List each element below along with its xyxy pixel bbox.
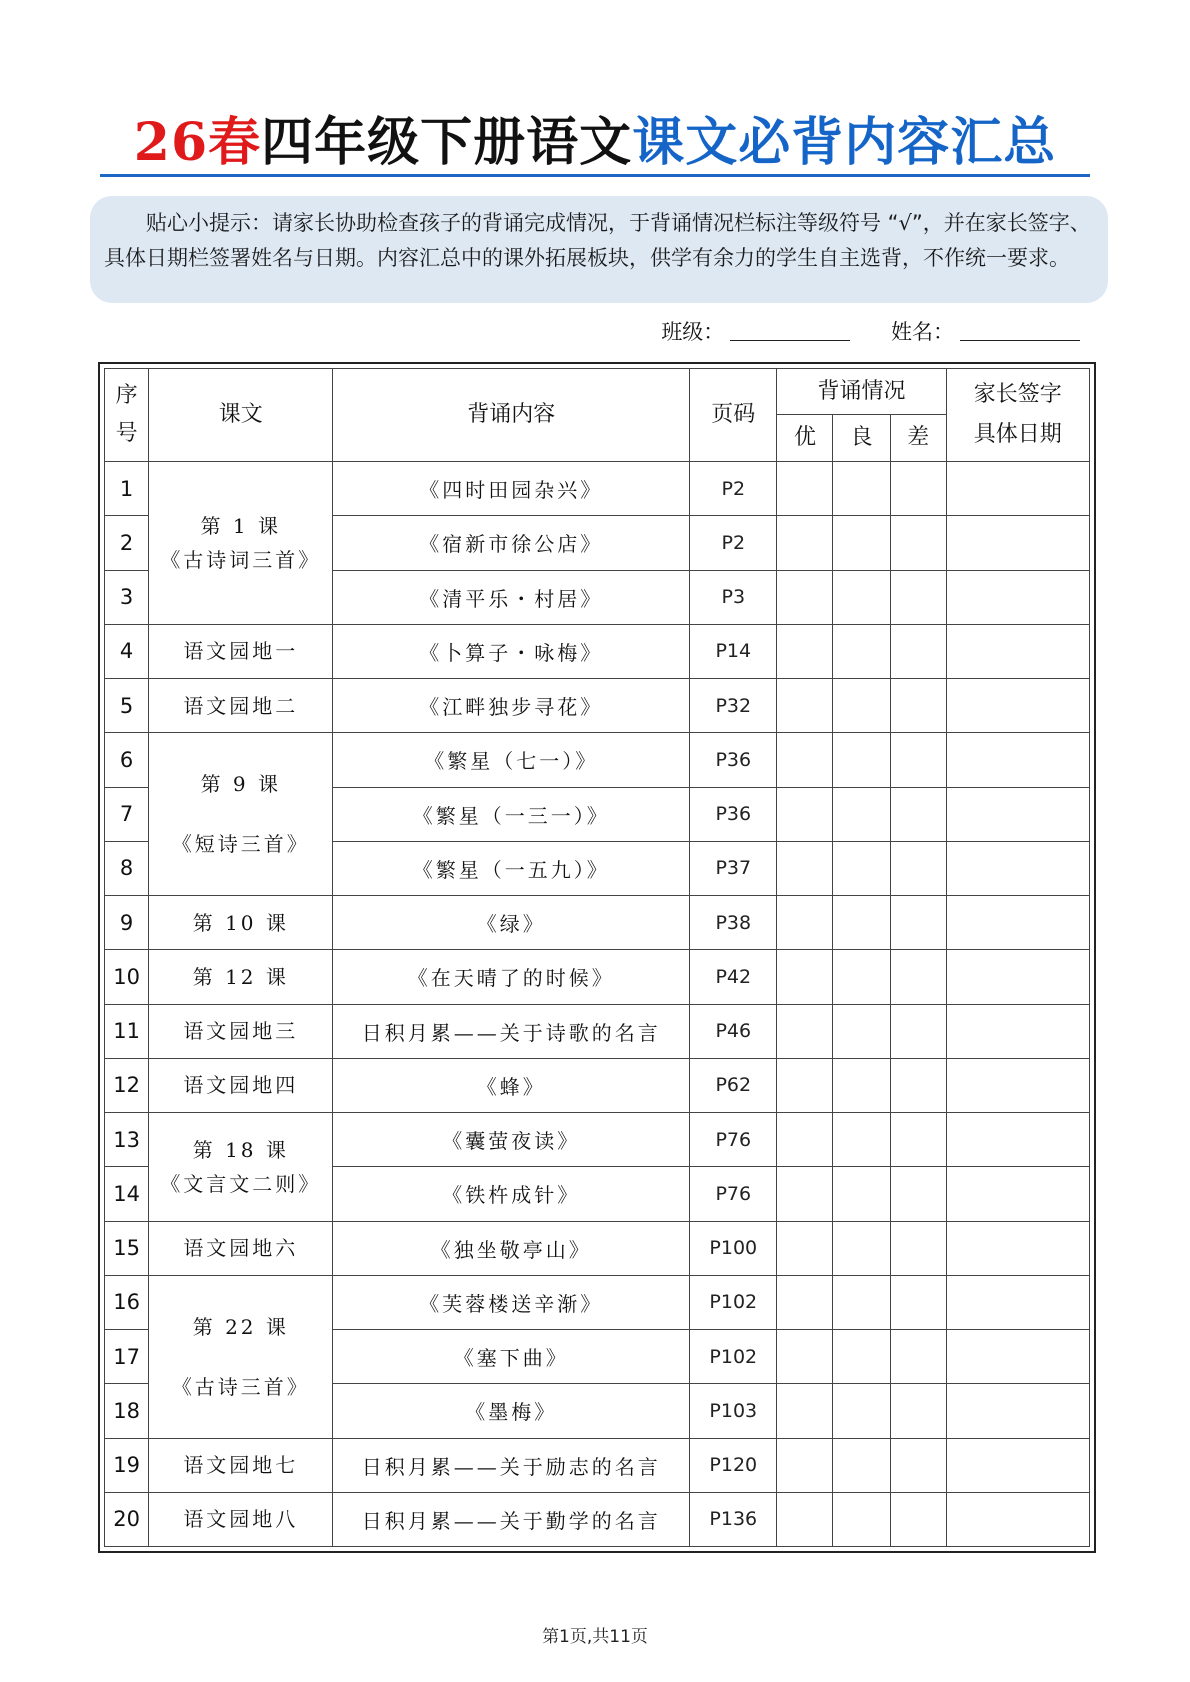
header-recite: 背诵情况 (777, 369, 946, 415)
lesson-line: 语文园地四 (183, 1073, 299, 1098)
grade-good-cell[interactable] (833, 950, 890, 1004)
student-info-fields (627, 316, 1080, 348)
row-number: 8 (105, 841, 149, 895)
header-grade-good: 良 (833, 415, 890, 462)
notice-box: 贴心小提示：请家长协助检查孩子的背诵完成情况，于背诵情况栏标注等级符号 “√”，并在家长签字、具体日期栏签署姓名与日期。内容汇总中的课外拓展板块，供学有余力的学生自主选背，不作统一要求。 (90, 196, 1108, 303)
parent-sign-cell[interactable] (946, 896, 1089, 950)
class-blank[interactable] (730, 317, 850, 341)
grade-good-cell[interactable] (833, 1221, 890, 1275)
row-number: 16 (105, 1275, 149, 1329)
header-no-label: 序号 (115, 382, 138, 446)
lesson-line: 语文园地八 (183, 1507, 299, 1532)
table-row (105, 1221, 1090, 1275)
header-parent-line2: 具体日期 (973, 422, 1062, 447)
row-number: 2 (105, 516, 149, 570)
page-cell: P102 (690, 1275, 777, 1329)
content-cell: 《独坐敬亭山》 (333, 1221, 690, 1275)
title-prefix: 26春 (133, 112, 262, 173)
table-row (105, 733, 1090, 787)
page-cell: P100 (690, 1221, 777, 1275)
parent-sign-cell[interactable] (946, 1167, 1089, 1221)
lesson-line: 第 22 课 (192, 1314, 289, 1339)
grade-excellent-cell[interactable] (777, 516, 833, 570)
row-number: 13 (105, 1113, 149, 1167)
grade-poor-cell[interactable] (890, 896, 946, 950)
row-number: 19 (105, 1438, 149, 1492)
grade-excellent-cell[interactable] (777, 841, 833, 895)
row-number: 12 (105, 1058, 149, 1112)
grade-poor-cell[interactable] (890, 1438, 946, 1492)
page-cell: P136 (690, 1492, 777, 1546)
lesson-line: 第 10 课 (192, 910, 289, 935)
lesson-cell (149, 1058, 333, 1112)
grade-poor-cell[interactable] (890, 1275, 946, 1329)
grade-poor-cell[interactable] (890, 624, 946, 678)
grade-excellent-cell[interactable] (777, 896, 833, 950)
page-cell: P76 (690, 1113, 777, 1167)
content-cell: 《囊萤夜读》 (333, 1113, 690, 1167)
table-row (105, 896, 1090, 950)
parent-sign-cell[interactable] (946, 787, 1089, 841)
content-cell: 《卜算子・咏梅》 (333, 624, 690, 678)
grade-poor-cell[interactable] (890, 787, 946, 841)
grade-excellent-cell[interactable] (777, 1058, 833, 1112)
lesson-line: 第 18 课 (192, 1137, 289, 1162)
grade-poor-cell[interactable] (890, 1492, 946, 1546)
grade-poor-cell[interactable] (890, 1384, 946, 1438)
table-row (105, 679, 1090, 733)
grade-poor-cell[interactable] (890, 1004, 946, 1058)
parent-sign-cell[interactable] (946, 462, 1089, 516)
table-row (105, 1113, 1090, 1167)
grade-poor-cell[interactable] (890, 462, 946, 516)
header-parent-line1: 家长签字 (973, 382, 1062, 407)
class-label: 班级： (661, 320, 725, 344)
title-grade: 四年级下册语文 (261, 112, 633, 173)
grade-excellent-cell[interactable] (777, 1492, 833, 1546)
grade-excellent-cell[interactable] (777, 1167, 833, 1221)
parent-sign-cell[interactable] (946, 516, 1089, 570)
grade-poor-cell[interactable] (890, 1167, 946, 1221)
grade-excellent-cell[interactable] (777, 1113, 833, 1167)
table-row (105, 462, 1090, 516)
grade-poor-cell[interactable] (890, 950, 946, 1004)
grade-excellent-cell[interactable] (777, 1384, 833, 1438)
page-title (0, 108, 1190, 178)
parent-sign-cell[interactable] (946, 1492, 1089, 1546)
grade-good-cell[interactable] (833, 516, 890, 570)
lesson-cell (149, 1438, 333, 1492)
content-cell: 《塞下曲》 (333, 1330, 690, 1384)
parent-sign-cell[interactable] (946, 624, 1089, 678)
name-label: 姓名： (891, 320, 954, 344)
content-cell: 《繁星（一五九）》 (333, 841, 690, 895)
row-number: 20 (105, 1492, 149, 1546)
content-cell: 《铁杵成针》 (333, 1167, 690, 1221)
row-number: 1 (105, 462, 149, 516)
lesson-cell (149, 896, 333, 950)
parent-sign-cell[interactable] (946, 679, 1089, 733)
content-cell: 《四时田园杂兴》 (333, 462, 690, 516)
row-number: 10 (105, 950, 149, 1004)
lesson-line: 语文园地一 (183, 639, 299, 664)
table-body (105, 462, 1090, 1547)
lesson-cell (149, 1221, 333, 1275)
parent-sign-cell[interactable] (946, 1004, 1089, 1058)
grade-good-cell[interactable] (833, 896, 890, 950)
recitation-table-frame (98, 362, 1096, 1553)
row-number: 15 (105, 1221, 149, 1275)
parent-sign-cell[interactable] (946, 1330, 1089, 1384)
grade-excellent-cell[interactable] (777, 624, 833, 678)
row-number: 5 (105, 679, 149, 733)
parent-sign-cell[interactable] (946, 1113, 1089, 1167)
content-cell: 《清平乐・村居》 (333, 570, 690, 624)
row-number: 3 (105, 570, 149, 624)
page-cell: P36 (690, 787, 777, 841)
page-cell: P62 (690, 1058, 777, 1112)
lesson-line: 《短诗三首》 (171, 832, 310, 857)
content-cell: 《绿》 (333, 896, 690, 950)
table-row (105, 1492, 1090, 1546)
row-number: 17 (105, 1330, 149, 1384)
table-row (105, 624, 1090, 678)
lesson-cell (149, 1004, 333, 1058)
grade-good-cell[interactable] (833, 841, 890, 895)
page-cell: P36 (690, 733, 777, 787)
grade-good-cell[interactable] (833, 462, 890, 516)
table-row (105, 1004, 1090, 1058)
page-cell: P37 (690, 841, 777, 895)
lesson-line: 第 9 课 (200, 772, 282, 797)
parent-sign-cell[interactable] (946, 570, 1089, 624)
grade-good-cell[interactable] (833, 1384, 890, 1438)
lesson-line: 第 12 课 (192, 964, 289, 989)
lesson-line: 第 1 课 (200, 513, 282, 538)
parent-sign-cell[interactable] (946, 733, 1089, 787)
page-cell: P2 (690, 516, 777, 570)
grade-poor-cell[interactable] (890, 679, 946, 733)
grade-good-cell[interactable] (833, 1275, 890, 1329)
lesson-cell (149, 462, 333, 625)
lesson-line: 语文园地二 (183, 693, 299, 718)
parent-sign-cell[interactable] (946, 1384, 1089, 1438)
name-blank[interactable] (960, 317, 1080, 341)
grade-good-cell[interactable] (833, 1438, 890, 1492)
grade-excellent-cell[interactable] (777, 950, 833, 1004)
page-cell: P42 (690, 950, 777, 1004)
grade-good-cell[interactable] (833, 787, 890, 841)
grade-poor-cell[interactable] (890, 570, 946, 624)
grade-excellent-cell[interactable] (777, 570, 833, 624)
header-no (105, 369, 149, 462)
content-cell: 《繁星（一三一）》 (333, 787, 690, 841)
row-number: 18 (105, 1384, 149, 1438)
page-cell: P120 (690, 1438, 777, 1492)
grade-excellent-cell[interactable] (777, 1221, 833, 1275)
grade-good-cell[interactable] (833, 1492, 890, 1546)
grade-excellent-cell[interactable] (777, 679, 833, 733)
header-grade-excellent: 优 (777, 415, 833, 462)
grade-excellent-cell[interactable] (777, 787, 833, 841)
lesson-line: 《古诗词三首》 (160, 547, 322, 572)
table-row (105, 1058, 1090, 1112)
grade-poor-cell[interactable] (890, 516, 946, 570)
lesson-line: 语文园地三 (183, 1019, 299, 1044)
row-number: 9 (105, 896, 149, 950)
grade-excellent-cell[interactable] (777, 1275, 833, 1329)
content-cell: 《江畔独步寻花》 (333, 679, 690, 733)
lesson-cell (149, 1113, 333, 1222)
parent-sign-cell[interactable] (946, 1438, 1089, 1492)
content-cell: 日积月累——关于诗歌的名言 (333, 1004, 690, 1058)
lesson-cell (149, 1275, 333, 1438)
lesson-line: 语文园地六 (183, 1236, 299, 1261)
grade-good-cell[interactable] (833, 570, 890, 624)
page-cell: P38 (690, 896, 777, 950)
grade-good-cell[interactable] (833, 1113, 890, 1167)
grade-good-cell[interactable] (833, 1004, 890, 1058)
parent-sign-cell[interactable] (946, 1058, 1089, 1112)
row-number: 14 (105, 1167, 149, 1221)
page-cell: P76 (690, 1167, 777, 1221)
lesson-cell (149, 679, 333, 733)
page-cell: P3 (690, 570, 777, 624)
row-number: 6 (105, 733, 149, 787)
content-cell: 日积月累——关于励志的名言 (333, 1438, 690, 1492)
grade-good-cell[interactable] (833, 624, 890, 678)
table-row (105, 1438, 1090, 1492)
table-row (105, 1275, 1090, 1329)
parent-sign-cell[interactable] (946, 1275, 1089, 1329)
content-cell: 《在天晴了的时候》 (333, 950, 690, 1004)
grade-excellent-cell[interactable] (777, 1438, 833, 1492)
lesson-line: 《文言文二则》 (160, 1171, 322, 1196)
grade-excellent-cell[interactable] (777, 733, 833, 787)
content-cell: 《繁星（七一）》 (333, 733, 690, 787)
parent-sign-cell[interactable] (946, 950, 1089, 1004)
row-number: 4 (105, 624, 149, 678)
name-field (891, 316, 1080, 348)
content-cell: 日积月累——关于勤学的名言 (333, 1492, 690, 1546)
grade-good-cell[interactable] (833, 1167, 890, 1221)
title-underline (100, 174, 1090, 177)
grade-good-cell[interactable] (833, 733, 890, 787)
grade-excellent-cell[interactable] (777, 462, 833, 516)
page-cell: P103 (690, 1384, 777, 1438)
header-row-1 (105, 369, 1090, 415)
content-cell: 《芙蓉楼送辛渐》 (333, 1275, 690, 1329)
grade-poor-cell[interactable] (890, 1058, 946, 1112)
grade-good-cell[interactable] (833, 1058, 890, 1112)
row-number: 11 (105, 1004, 149, 1058)
grade-good-cell[interactable] (833, 1330, 890, 1384)
lesson-cell (149, 624, 333, 678)
lesson-cell (149, 950, 333, 1004)
parent-sign-cell[interactable] (946, 1221, 1089, 1275)
lesson-line (149, 801, 332, 827)
lesson-line (149, 1344, 332, 1370)
grade-good-cell[interactable] (833, 679, 890, 733)
row-number: 7 (105, 787, 149, 841)
table-row (105, 950, 1090, 1004)
page-cell: P46 (690, 1004, 777, 1058)
grade-excellent-cell[interactable] (777, 1330, 833, 1384)
grade-poor-cell[interactable] (890, 1330, 946, 1384)
grade-poor-cell[interactable] (890, 733, 946, 787)
grade-poor-cell[interactable] (890, 1221, 946, 1275)
title-subject: 课文必背内容汇总 (632, 112, 1057, 173)
content-cell: 《蜂》 (333, 1058, 690, 1112)
header-grade-poor: 差 (890, 415, 946, 462)
grade-excellent-cell[interactable] (777, 1004, 833, 1058)
lesson-cell (149, 733, 333, 896)
grade-poor-cell[interactable] (890, 1113, 946, 1167)
content-cell: 《宿新市徐公店》 (333, 516, 690, 570)
header-content: 背诵内容 (333, 369, 690, 462)
class-field (661, 316, 850, 348)
lesson-line: 语文园地七 (183, 1453, 299, 1478)
parent-sign-cell[interactable] (946, 841, 1089, 895)
recitation-table (104, 368, 1090, 1547)
grade-poor-cell[interactable] (890, 841, 946, 895)
content-cell: 《墨梅》 (333, 1384, 690, 1438)
header-page: 页码 (690, 369, 777, 462)
page-cell: P102 (690, 1330, 777, 1384)
page-cell: P32 (690, 679, 777, 733)
header-lesson: 课文 (149, 369, 333, 462)
page-footer: 第1页,共11页 (542, 1627, 648, 1647)
header-parent (946, 369, 1089, 462)
page-cell: P2 (690, 462, 777, 516)
lesson-cell (149, 1492, 333, 1546)
page-cell: P14 (690, 624, 777, 678)
lesson-line: 《古诗三首》 (171, 1374, 310, 1399)
